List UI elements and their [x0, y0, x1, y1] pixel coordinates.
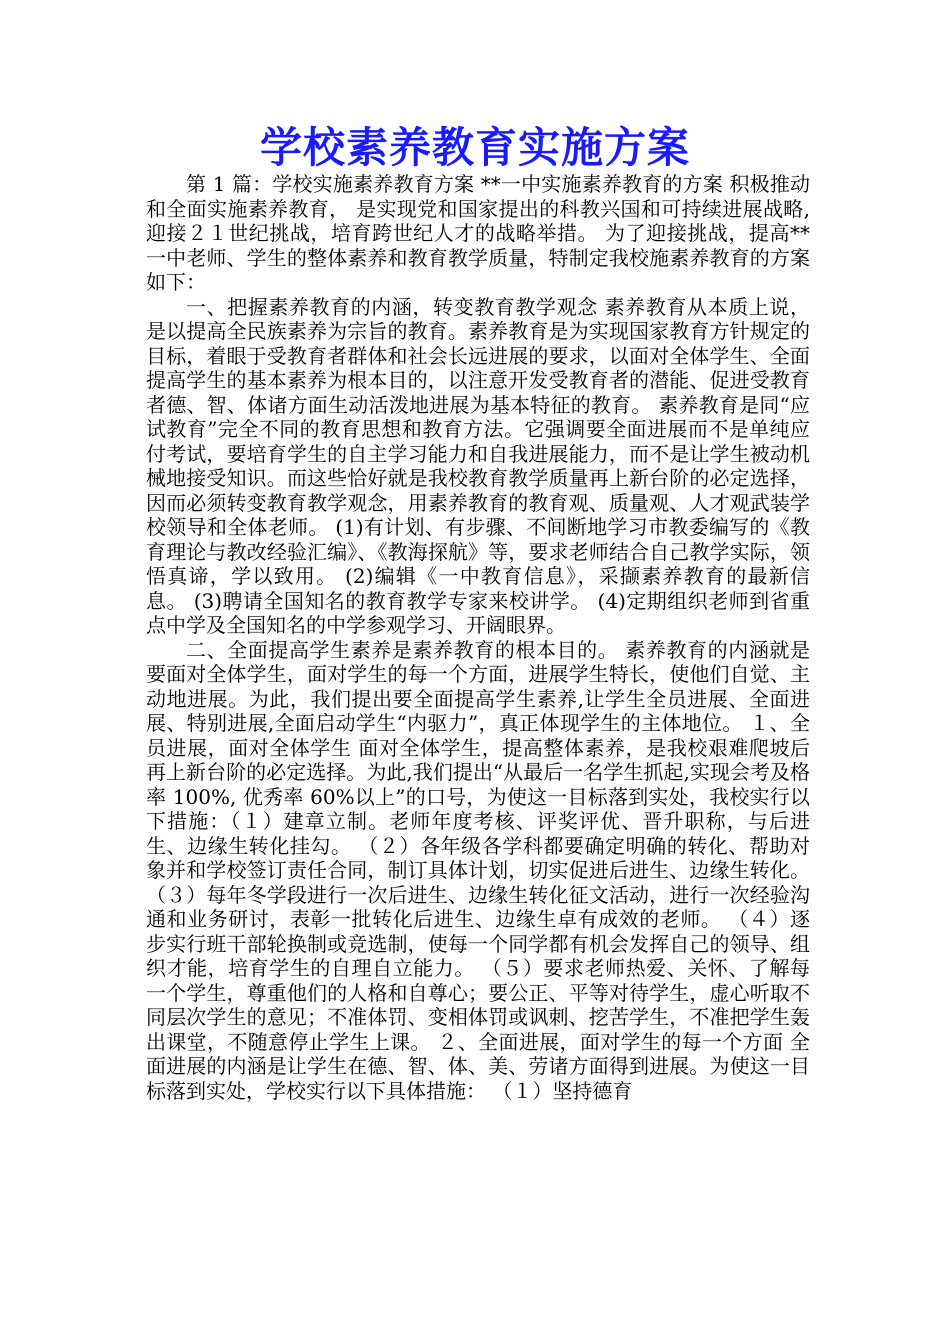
- paragraph-intro: 第 1 篇：学校实施素养教育方案 **一中实施素养教育的方案 积极推动和全面实施素养教育， 是实现党和国家提出的科教兴国和可持续进展战略,迎接２１世纪挑战，培育跨世纪人才的战略举措。 为了迎接挑战，提高**一中老师、学生的整体素养和教育教学质量，特制定我校施素养教育的方案如下：: [146, 172, 810, 294]
- paragraph-section-two: 二、全面提高学生素养是素养教育的根本目的。 素养教育的内涵就是要面对全体学生，面对学生的每一个方面，进展学生特长，使他们自觉、主动地进展。为此，我们提出要全面提高学生素养,让学生全员进展、全面进展、特别进展,全面启动学生“内驱力”，真正体现学生的主体地位。 １、全员进展，面对全体学生 面对全体学生，提高整体素养，是我校艰难爬坡后再上新台阶的必定选择。为此,我们提出“从最后一名学生抓起,实现会考及格率 100%, 优秀率 60%以上”的口号，为使这一目标落到实处，我校实行以下措施：（１）建章立制。老师年度考核、评奖评优、晋升职称，与后进生、边缘生转化挂勾。 （２）各年级各学科都要确定明确的转化、帮助对象并和学校签订责任合同，制订具体计划，切实促进后进生、边缘生转化。 （３）每年冬学段进行一次后进生、边缘生转化征文活动，进行一次经验沟通和业务研讨，表彰一批转化后进生、边缘生卓有成效的老师。 （４）逐步实行班干部轮换制或竞选制，使每一个同学都有机会发挥自己的领导、组织才能，培育学生的自理自立能力。 （５）要求老师热爱、关怀、了解每一个学生，尊重他们的人格和自尊心；要公正、平等对待学生，虚心听取不同层次学生的意见；不准体罚、变相体罚或讽刺、挖苦学生，不准把学生轰出课堂，不随意停止学生上课。 ２、全面进展，面对学生的每一个方面 全面进展的内涵是让学生在德、智、体、美、劳诸方面得到进展。为使这一目标落到实处，学校实行以下具体措施： （１）坚持德育: [146, 637, 810, 1103]
- document-body: [146, 172, 810, 1103]
- paragraph-section-one: 一、把握素养教育的内涵，转变教育教学观念 素养教育从本质上说，是以提高全民族素养为宗旨的教育。素养教育是为实现国家教育方针规定的目标，着眼于受教育者群体和社会长远进展的要求，以面对全体学生、全面提高学生的基本素养为根本目的，以注意开发受教育者的潜能、促进受教育者德、智、体诸方面生动活泼地进展为基本特征的教育。 素养教育是同“应试教育”完全不同的教育思想和教育方法。它强调要全面进展而不是单纯应付考试，要培育学生的自主学习能力和自我进展能力，而不是让学生被动机械地接受知识。而这些恰好就是我校教育教学质量再上新台阶的必定选择，因而必须转变教育教学观念，用素养教育的教育观、质量观、人才观武装学校领导和全体老师。 (1)有计划、有步骤、不间断地学习市教委编写的《教育理论与教改经验汇编》、《教海探航》等，要求老师结合自己教学实际，领悟真谛，学以致用。 (2)编辑《一中教育信息》，采撷素养教育的最新信息。 (3)聘请全国知名的教育教学专家来校讲学。 (4)定期组织老师到省重点中学及全国知名的中学参观学习、开阔眼界。: [146, 294, 810, 637]
- document-title: 学校素养教育实施方案: [259, 123, 690, 172]
